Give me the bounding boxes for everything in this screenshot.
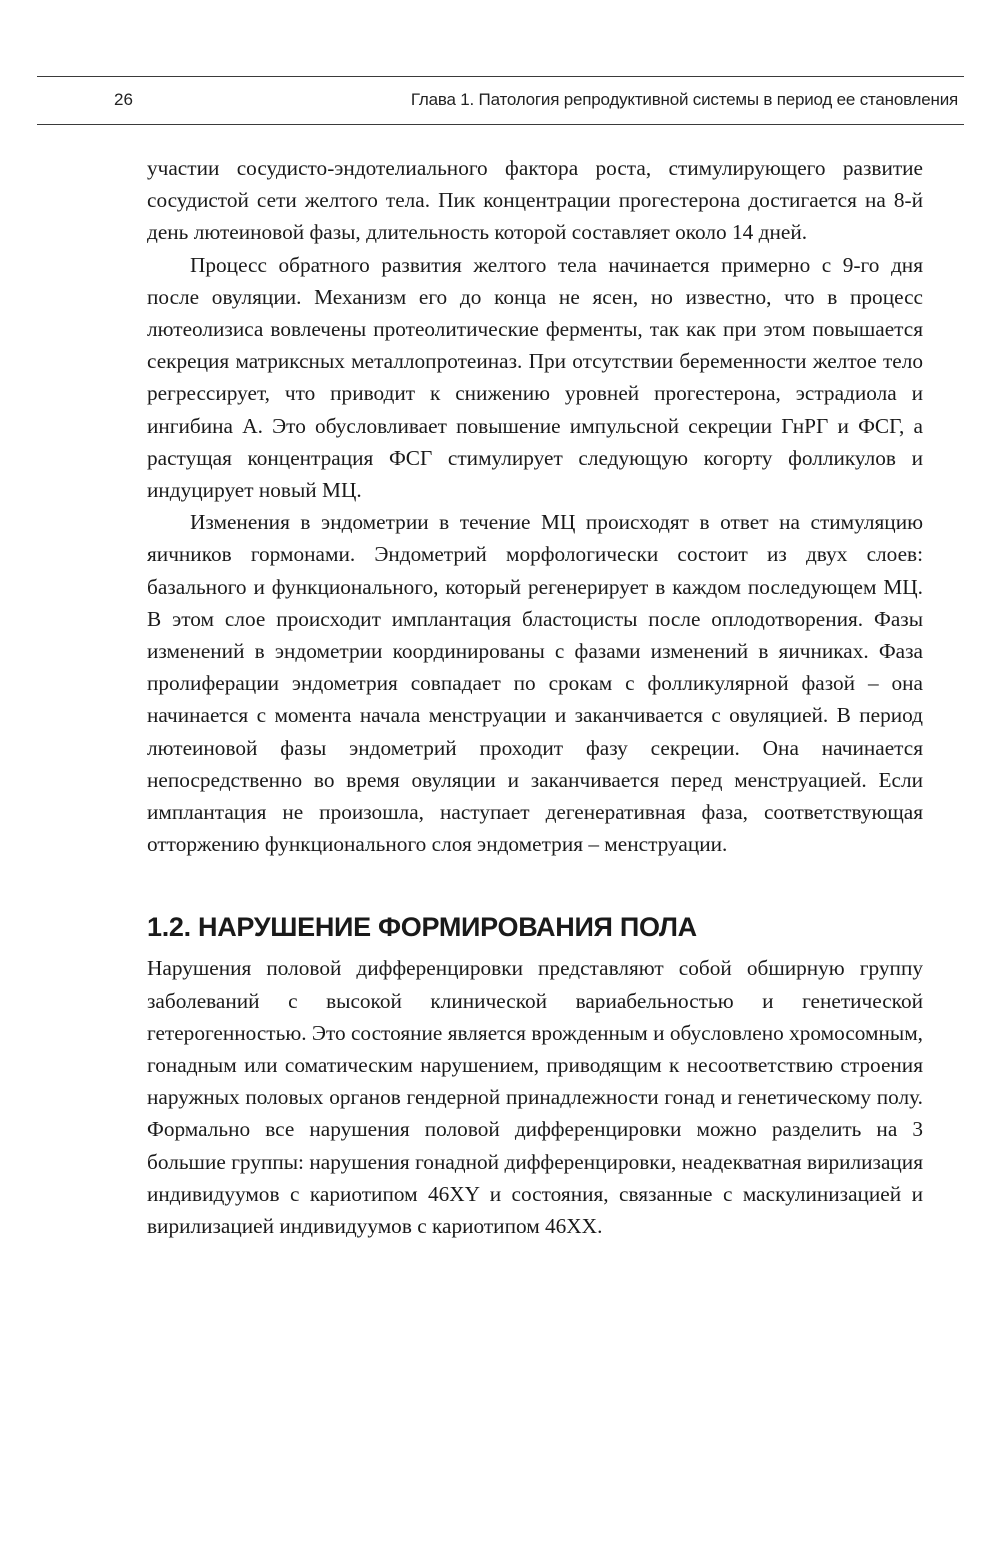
page-body [147, 152, 923, 1242]
running-header [37, 76, 964, 125]
section-title: 1.2. НАРУШЕНИЕ ФОРМИРОВАНИЯ ПОЛА [147, 912, 697, 943]
running-title: Глава 1. Патология репродуктивной системы в период ее становления [410, 90, 958, 109]
paragraph-corpus-luteum-regression: Процесс обратного развития желтого тела начинается примерно с 9-го дня после овуляции. Механизм его до конца не ясен, но известно, что в процесс лютеолизиса вовлечены протеолитические ферменты, так как при этом повышается секреция матриксных металлопротеиназ. При отсутствии беременности желтое тело регрессирует, что приводит к снижению уровней прогестерона, эстрадиола и ингибина А. Это обусловливает повышение импульсной секреции ГнРГ и ФСГ, а растущая концентрация ФСГ стимулирует следующую когорту фолликулов и индуцирует новый МЦ. [147, 252, 923, 503]
paragraph-continuation: участии сосудисто-эндотелиального фактора роста, стимулирующего развитие сосудистой сети желтого тела. Пик концентрации прогестерона достигается на 8-й день лютеиновой фазы, длительность которой составляет около 14 дней. [147, 156, 923, 245]
page-number: 26 [114, 90, 133, 109]
paragraph-endometrium-changes: Изменения в эндометрии в течение МЦ происходят в ответ на стимуляцию яичников гормонами. Эндометрий морфологически состоит из двух слоев: базального и функционального, который регенерирует в каждом последующем МЦ. В этом слое происходит имплантация бластоцисты после оплодотворения. Фазы изменений в эндометрии координированы с фазами изменений в яичниках. Фаза пролиферации эндометрия совпадает по срокам с фолликулярной фазой – она начинается с момента начала менструации и заканчивается с овуляцией. В период лютеиновой фазы эндометрий проходит фазу секреции. Она начинается непосредственно во время овуляции и заканчивается перед менструацией. Если имплантация не произошла, наступает дегенеративная фаза, соответствующая отторжению функционального слоя эндометрия – менструации. [147, 510, 923, 857]
paragraph-sex-differentiation: Нарушения половой дифференцировки представляют собой обширную группу заболеваний с высокой клинической вариабельностью и генетической гетерогенностью. Это состояние является врожденным и обусловлено хромосомным, гонадным или соматическим нарушением, приводящим к несоответствию строения наружных половых органов гендерной принадлежности гонад и генетическому полу. Формально все нарушения половой дифференцировки можно разделить на 3 большие группы: нарушения гонадной дифференцировки, неадекватная вирилизация индивидуумов с кариотипом 46XY и состояния, связанные с маскулинизацией и вирилизацией индивидуумов с кариотипом 46XX. [147, 956, 923, 1239]
